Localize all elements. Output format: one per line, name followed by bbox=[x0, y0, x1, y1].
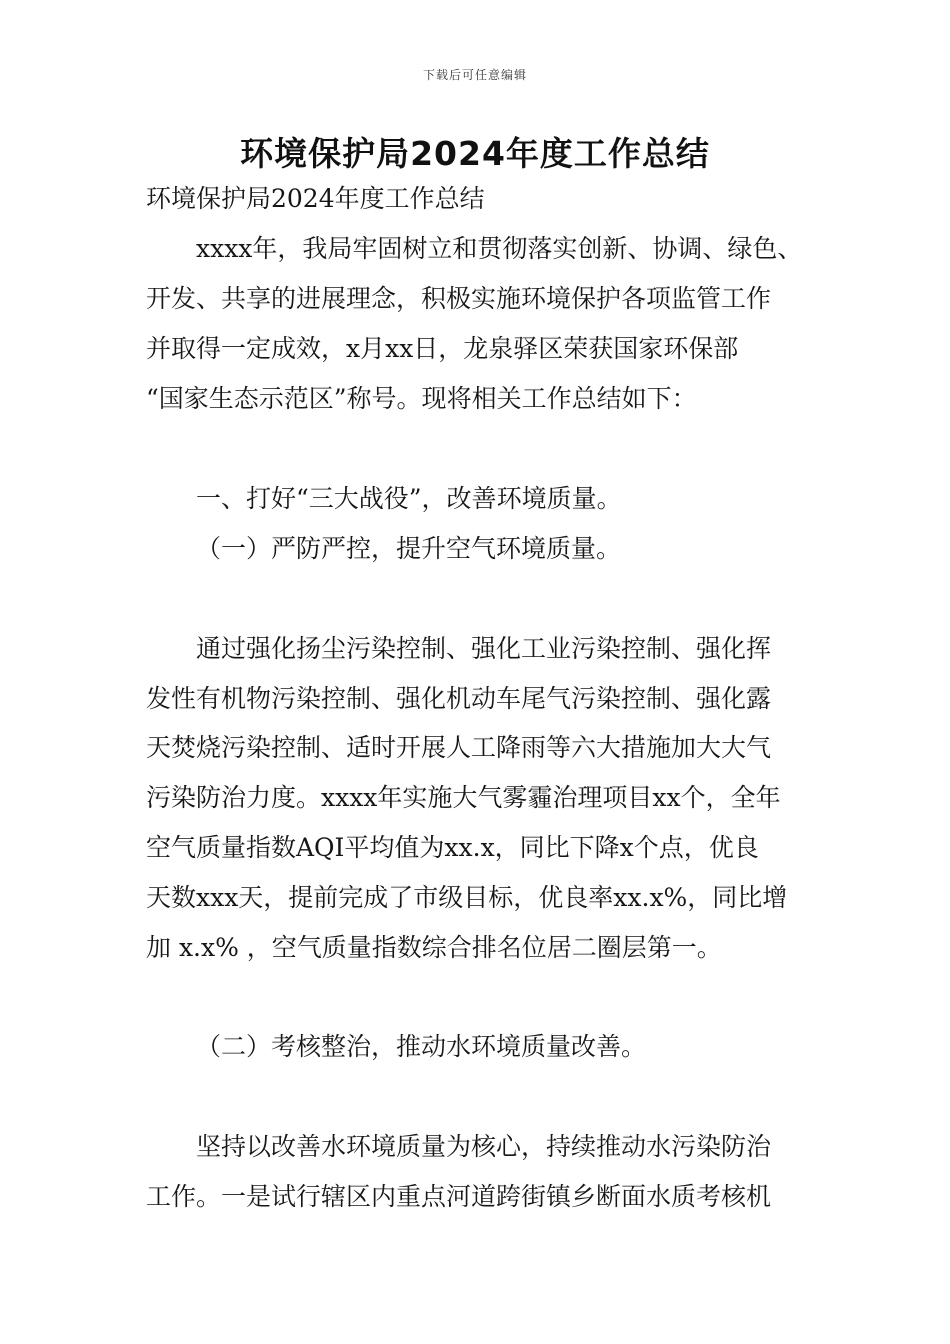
paragraph-line: 工作。一是试行辖区内重点河道跨街镇乡断面水质考核机 bbox=[146, 1182, 772, 1211]
intro-line: “国家生态示范区”称号。现将相关工作总结如下： bbox=[146, 384, 697, 413]
subsection-heading: （二）考核整治，推动水环境质量改善。 bbox=[196, 1032, 647, 1061]
document-title: 环境保护局2024年度工作总结 bbox=[240, 134, 710, 173]
intro-line: 并取得一定成效，x月xx日，龙泉驿区荣获国家环保部 bbox=[146, 334, 739, 363]
paragraph-line: 天数xxx天，提前完成了市级目标，优良率xx.x%，同比增 bbox=[146, 883, 788, 912]
intro-line: 开发、共享的进展理念，积极实施环境保护各项监管工作 bbox=[146, 284, 772, 313]
paragraph-line: 坚持以改善水环境质量为核心，持续推动水污染防治 bbox=[196, 1132, 772, 1161]
header-note: 下载后可任意编辑 bbox=[422, 68, 527, 82]
document-subtitle: 环境保护局2024年度工作总结 bbox=[146, 184, 485, 213]
section-heading: 一、打好“三大战役”，改善环境质量。 bbox=[196, 484, 622, 513]
paragraph-line: 污染防治力度。xxxx年实施大气雾霾治理项目xx个，全年 bbox=[146, 783, 781, 812]
intro-line: xxxx年，我局牢固树立和贯彻落实创新、协调、绿色、 bbox=[196, 234, 803, 263]
paragraph-line: 发性有机物污染控制、强化机动车尾气污染控制、强化露 bbox=[146, 684, 772, 713]
subsection-heading: （一）严防严控，提升空气环境质量。 bbox=[196, 534, 622, 563]
paragraph-line: 空气质量指数AQI平均值为xx.x，同比下降x个点，优良 bbox=[146, 833, 759, 862]
paragraph-line: 加 x.x% ，空气质量指数综合排名位居二圈层第一。 bbox=[146, 933, 722, 962]
paragraph-line: 通过强化扬尘污染控制、强化工业污染控制、强化挥 bbox=[196, 634, 772, 663]
paragraph-line: 天焚烧污染控制、适时开展人工降雨等六大措施加大大气 bbox=[146, 733, 772, 762]
